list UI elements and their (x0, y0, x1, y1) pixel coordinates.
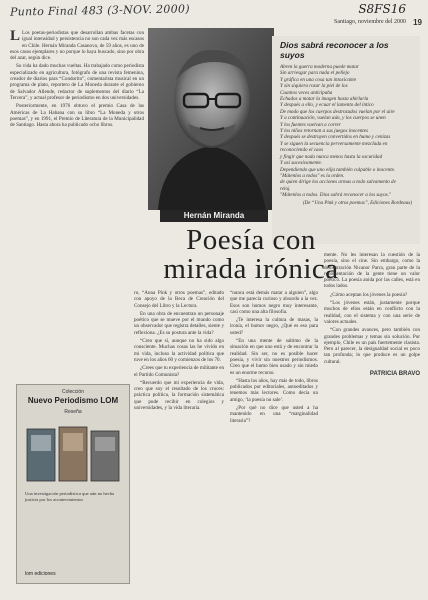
poem-line: Y los fuentes vuelvan a correr (280, 121, 341, 128)
article-paragraph: “En una mente de saltimo de la situación en que uno está y de encontrar la realidad. Sin ser, no es posible hacer poesía, y vivir sin nuestros periodismos. Creo que el humo bien usado y sin miedo es un enorme recurso. (230, 338, 318, 376)
article-paragraph: mente. No les interesan la cuestión de la poesía, sino el cine. Sin embargo, como la demostración Nicanor Parra, gran parte de la representación de la gente tiene un valor poético. La poesía anida por las calles, está en todos lados. (324, 252, 420, 290)
poem-line: reloj. (280, 185, 291, 192)
poem-line: Y los niños retornan a sus juegos inocentes (280, 128, 368, 135)
byline-bar: Hernán Miranda (160, 210, 268, 222)
ad-label: Colección (62, 389, 84, 395)
poem-line: Y gráfica en una cosa tan intoxicante (280, 76, 357, 83)
article-paragraph: L Los poetas-periodistas que desarrollan ambas facetas con igual intensidad y persistencia no son cada vez más escasos en Chile. Hernán Miranda Casanova, de 59 años, es uno de esos casos ejemplares y no porque lo haya buscado, sino por obra del azar, según dice. (10, 28, 144, 62)
poem-line: y fingir que nada nunca menos hasta la oscuridad (280, 153, 383, 160)
poem-line: Y a continuación, vuelan aún, y los cuerpos se unen (280, 115, 386, 122)
poem-line: Y después se destruyen convertidos en humo y cenizas (280, 134, 391, 141)
poem-box (272, 36, 420, 244)
poem-line: "Mátenlos a todos. Dios sabrá reconocer a los suyos." (280, 192, 392, 199)
article-paragraph: Su vida ha dado muchas vueltas. Ha trabajado como periodista especializado en agricultura, fotógrafo de una revista femenina, creador de diarios para “Condorito”, comentarista musical en un programa de plato, reportero de La Moneda durante el gobierno de Salvador Allende, redactor de suplementos del diario “La Tercera”, y actual profesor de periodismo en dos universidades. (10, 63, 144, 101)
poem-line: Echados a matar la imagen hasta ahirlarla (280, 96, 369, 103)
poem-line: "Mátenlos a todos" es la orden. (280, 172, 345, 179)
article-column-3 (230, 290, 318, 426)
header-date: Santiago, noviembre del 2000 (334, 19, 406, 25)
poem-line: Abren la guerra moderna puede matar (280, 64, 359, 70)
author-signature: PATRICIA BRAVO (369, 371, 420, 378)
poem-line: Y después a ello, y ecuar el lamento del íntico (280, 102, 374, 109)
article-paragraph: En una obra de encuentran un personaje poético que se mueve por el mundo como un observador que registra detalles, siente y reflexiona. ¿Es su postura ante la vida? (134, 310, 224, 336)
poem-line: Y se siguen la secuencia perversamente mezclada en (280, 140, 388, 147)
handwritten-masthead: Punto Final 483 (3-NOV. 2000) (9, 2, 190, 19)
article-column-2 (134, 290, 224, 413)
author-photo (148, 28, 274, 210)
poem-title: Dios sabrá reconocer a los suyos (280, 40, 389, 60)
article-paragraph: ro, “Anna Pink y otros poemas”, editado con apoyo de la Beca de Creación del Consejo del Libro y la Lectura. (134, 290, 224, 309)
article-paragraph: “Los jóvenes están, justamente porque muchos de ellos están en conflicto con la realidad, con el sistema y con una serie de valores actuales. (324, 300, 420, 325)
poem-attribution: (De “Una Pink y otros poemas”, Ediciones Bordeaux) (302, 200, 412, 206)
publisher-logo: lom ediciones (25, 571, 56, 577)
article-paragraph: “Con grandes avances, pero también con grandes problemas y temas sin solución. Por ejemplo, Chile es un país fuertemente clasista. Pero al parecer, la desigualdad social es poco tan profunda; lo que produce es un golpe cultural. (324, 327, 420, 365)
poem-text (280, 64, 412, 199)
headline-line-1: Poesía con (186, 224, 316, 256)
article-paragraph: “nunca está demás matar a alguien”, algo que me parecía curioso y absurdo a la vez. Esos son humos negro muy interesante, casi como una alta filosofía. (230, 290, 318, 315)
handwritten-code: S8FS16 (358, 2, 406, 16)
poem-line: Y sin siquiera rozar la piel de los (280, 83, 348, 90)
article-paragraph: ¿Crees que tu experiencia de militante en el Partido Comunista? (134, 365, 225, 378)
article-column-1 (10, 30, 144, 130)
ad-description: Una investigación periodística que aún no hecha justicia por los acontecimientos (25, 491, 115, 502)
article-paragraph: Posteriormente, en 1976 obtuvo el premio Casa de las Américas de La Habana con su libro “La Moneda y otros poemas”, y en 1991, el Premio de Literatura de la Municipalidad de Santiago. Hasta ahora ha publicado ocho libros. (10, 103, 144, 129)
page-number: 19 (413, 18, 422, 27)
poem-line: De modo que los cuerpos destrozados vuelan por el aire (280, 108, 395, 115)
article-paragraph: “Hasta los años, hay más de todo, libros publicados por editoriales, autoeditados y tenemos más lectores. Como decía un amigo, ‘la poesía no sale’. (230, 377, 318, 403)
poem-line: Y así sucesivamente. (280, 160, 323, 167)
article-paragraph: “Recuerdo que mi experiencia de vida, creo que soy el resultado de los cruces: práctica política, la formación sistemática que pude recibir en colegios y universidades, y la vida literaria. (134, 379, 224, 412)
page-header (196, 18, 424, 28)
article-paragraph: ¿Te interesa la cultura de masas, la ironía, el humor negro, ¿Qué es eso para usted? (230, 317, 318, 336)
ad-subtitle: Reseña (64, 409, 82, 415)
collection-ad (16, 384, 130, 584)
headline-line-2: mirada irónica (163, 253, 339, 285)
ad-title: Nuevo Periodismo LOM (27, 396, 119, 405)
poem-line: de quien dirige los acciones armas a todo salvamento de (280, 179, 396, 186)
poem-line: reconociendo el caos (280, 147, 324, 154)
poem-line: Sin arriesgar para nada el pellejo (280, 70, 350, 77)
article-paragraph: ¿Cómo aceptan los jóvenes la poesía? (330, 291, 408, 298)
article-column-4 (324, 252, 420, 377)
article-paragraph: “Creo que sí, aunque no ha sido algo consciente. Muchas cosas las he vivido en mi vida, incluso la actividad política que tuve en los años 60 y comienzos de los 70. (134, 338, 224, 363)
poem-line: Cuantos veces anticipaba (280, 89, 333, 96)
book-covers (25, 425, 121, 485)
article-paragraph: ¿Por qué no dice que usted a ha mantenido en una “marginalidad literaria”? (230, 405, 318, 424)
poem-line: Dependiendo que uno elija también culpable o inocente. (280, 166, 396, 173)
